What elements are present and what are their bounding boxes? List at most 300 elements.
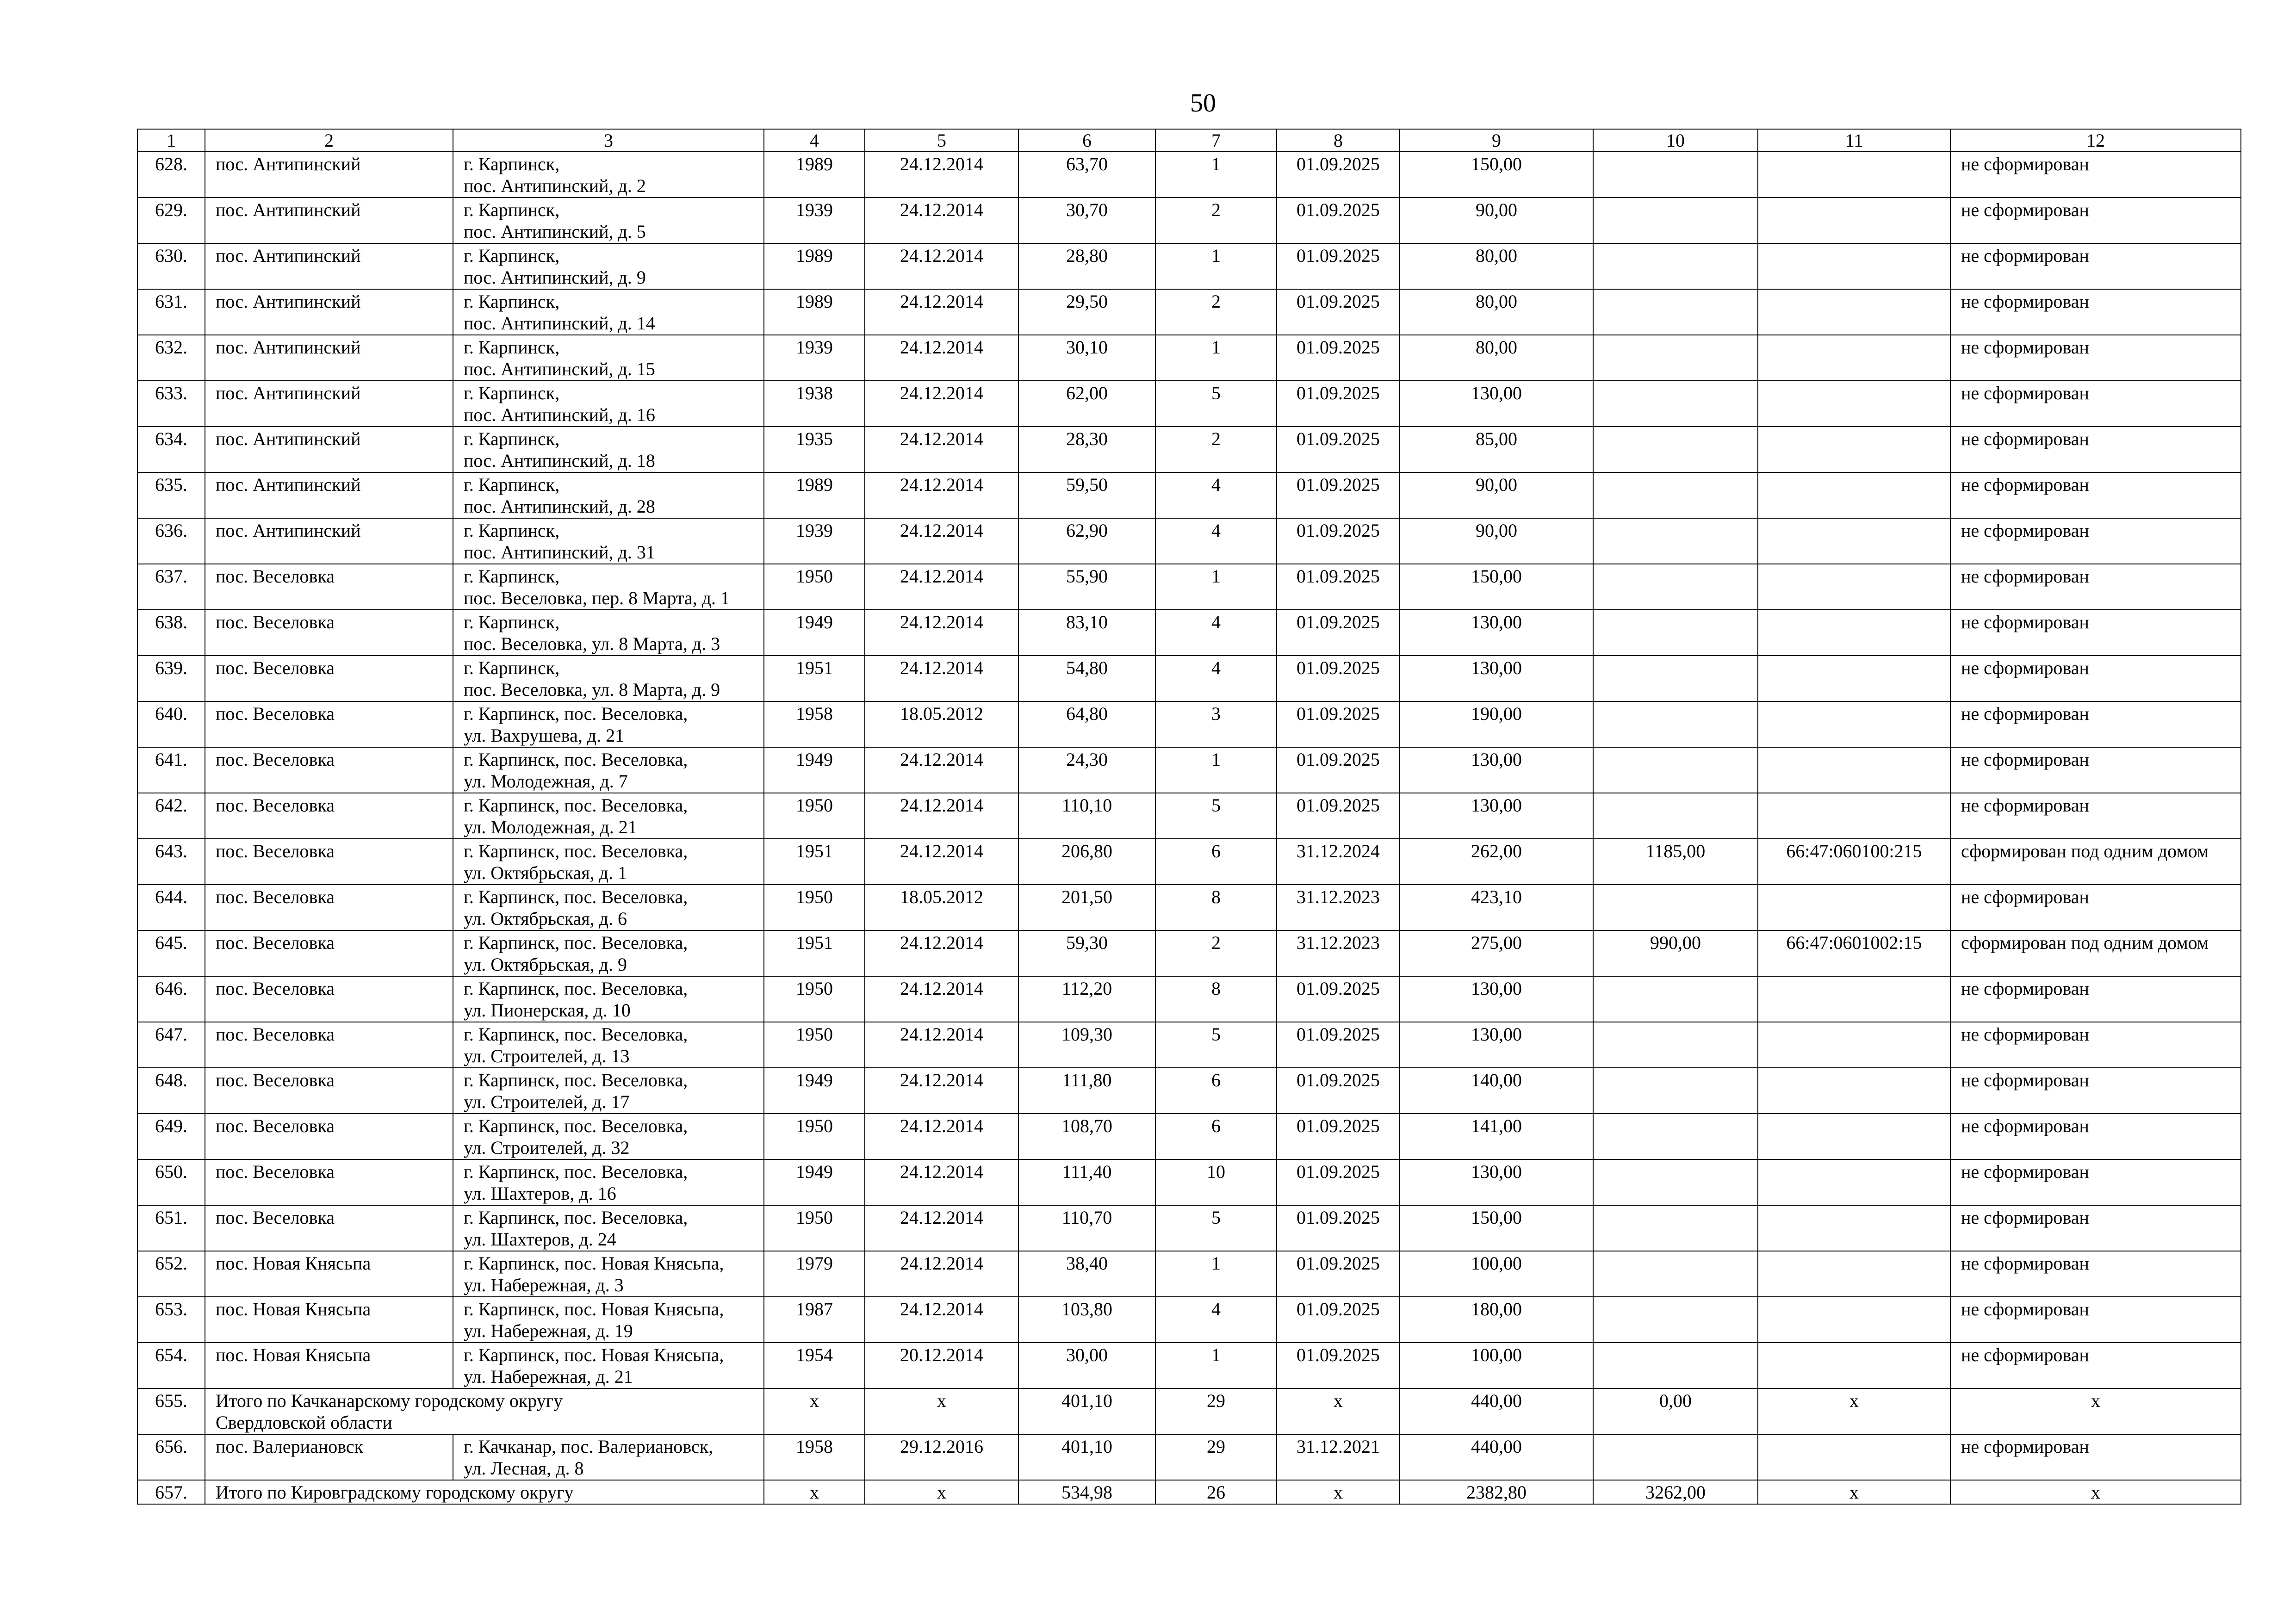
row-number-cell: 647. — [137, 1022, 205, 1068]
column-9-cell: 440,00 — [1400, 1388, 1593, 1434]
area-cell: 28,30 — [1018, 427, 1155, 472]
table-row — [137, 518, 2241, 564]
row-number-cell: 638. — [137, 610, 205, 656]
column-11-cell — [1758, 289, 1950, 335]
table-row — [137, 747, 2241, 793]
column-10-cell — [1593, 381, 1758, 427]
status-cell: сформирован под одним домом — [1950, 839, 2241, 885]
address-cell — [453, 976, 764, 1022]
date-cell: 24.12.2014 — [865, 1251, 1018, 1297]
date-cell: 24.12.2014 — [865, 335, 1018, 381]
address-cell — [453, 1434, 764, 1480]
count-cell: 2 — [1155, 930, 1277, 976]
address-line-1: г. Карпинск, пос. Веселовка, — [464, 932, 688, 953]
address-line-2: ул. Октябрьская, д. 6 — [464, 908, 627, 929]
column-11-cell — [1758, 243, 1950, 289]
address-line-2: пос. Веселовка, пер. 8 Марта, д. 1 — [464, 588, 730, 608]
column-9-cell: 80,00 — [1400, 243, 1593, 289]
settlement-cell: пос. Веселовка — [205, 701, 453, 747]
count-cell: 3 — [1155, 701, 1277, 747]
address-cell — [453, 198, 764, 243]
address-cell — [453, 564, 764, 610]
address-line-1: г. Карпинск, — [464, 474, 560, 495]
address-cell — [453, 1068, 764, 1114]
column-11-cell — [1758, 747, 1950, 793]
status-cell: не сформирован — [1950, 1434, 2241, 1480]
status-cell: х — [1950, 1480, 2241, 1504]
column-11-cell — [1758, 1114, 1950, 1159]
date-cell: 24.12.2014 — [865, 793, 1018, 839]
year-cell: 1938 — [764, 381, 865, 427]
deadline-cell: 31.12.2023 — [1277, 885, 1400, 930]
settlement-cell: пос. Антипинский — [205, 427, 453, 472]
table-row — [137, 472, 2241, 518]
address-line-1: г. Карпинск, пос. Веселовка, — [464, 841, 688, 861]
count-cell: 5 — [1155, 1022, 1277, 1068]
count-cell: 6 — [1155, 839, 1277, 885]
page-number: 50 — [1190, 89, 1216, 118]
date-cell: 24.12.2014 — [865, 1205, 1018, 1251]
address-cell — [453, 289, 764, 335]
address-line-2: ул. Набережная, д. 19 — [464, 1320, 633, 1341]
settlement-cell: пос. Антипинский — [205, 243, 453, 289]
area-cell: 62,90 — [1018, 518, 1155, 564]
address-cell — [453, 610, 764, 656]
column-10-cell: 3262,00 — [1593, 1480, 1758, 1504]
row-number-cell: 654. — [137, 1343, 205, 1388]
status-cell: не сформирован — [1950, 152, 2241, 198]
table-row — [137, 1022, 2241, 1068]
registry-table — [137, 129, 2241, 1505]
column-number-row — [137, 129, 2241, 152]
row-number-cell: 637. — [137, 564, 205, 610]
settlement-cell: пос. Веселовка — [205, 1068, 453, 1114]
column-11-cell — [1758, 335, 1950, 381]
address-line-2: ул. Строителей, д. 32 — [464, 1137, 630, 1158]
column-number-cell: 2 — [205, 129, 453, 152]
deadline-cell: 01.09.2025 — [1277, 427, 1400, 472]
column-9-cell: 262,00 — [1400, 839, 1593, 885]
address-cell — [453, 1343, 764, 1388]
deadline-cell: 01.09.2025 — [1277, 1205, 1400, 1251]
column-9-cell: 150,00 — [1400, 1205, 1593, 1251]
column-11-cell — [1758, 976, 1950, 1022]
row-number-cell: 646. — [137, 976, 205, 1022]
year-cell: 1949 — [764, 1068, 865, 1114]
total-row — [137, 1388, 2241, 1434]
column-9-cell: 130,00 — [1400, 976, 1593, 1022]
address-cell — [453, 518, 764, 564]
table-row — [137, 976, 2241, 1022]
settlement-cell: пос. Валериановск — [205, 1434, 453, 1480]
address-cell — [453, 1159, 764, 1205]
table-row — [137, 1159, 2241, 1205]
column-9-cell: 90,00 — [1400, 472, 1593, 518]
address-line-1: г. Карпинск, — [464, 291, 560, 312]
address-line-1: г. Карпинск, пос. Новая Княсьпа, — [464, 1344, 724, 1365]
settlement-cell: пос. Веселовка — [205, 1114, 453, 1159]
address-line-2: ул. Лесная, д. 8 — [464, 1458, 584, 1479]
row-number-cell: 651. — [137, 1205, 205, 1251]
column-9-cell: 130,00 — [1400, 747, 1593, 793]
row-number-cell: 639. — [137, 656, 205, 701]
address-cell — [453, 335, 764, 381]
address-line-2: пос. Веселовка, ул. 8 Марта, д. 9 — [464, 679, 720, 700]
address-cell — [453, 885, 764, 930]
row-number-cell: 644. — [137, 885, 205, 930]
column-11-cell: х — [1758, 1480, 1950, 1504]
year-cell: 1949 — [764, 1159, 865, 1205]
address-line-2: ул. Строителей, д. 17 — [464, 1091, 630, 1112]
column-10-cell — [1593, 289, 1758, 335]
date-cell: 24.12.2014 — [865, 1114, 1018, 1159]
date-cell: 29.12.2016 — [865, 1434, 1018, 1480]
status-cell: сформирован под одним домом — [1950, 930, 2241, 976]
deadline-cell: 01.09.2025 — [1277, 472, 1400, 518]
table-row — [137, 1114, 2241, 1159]
column-number-cell: 4 — [764, 129, 865, 152]
address-line-2: ул. Октябрьская, д. 1 — [464, 862, 627, 883]
year-cell: 1950 — [764, 976, 865, 1022]
year-cell: х — [764, 1388, 865, 1434]
address-line-1: г. Карпинск, — [464, 383, 560, 403]
address-line-1: г. Карпинск, — [464, 520, 560, 541]
area-cell: 59,30 — [1018, 930, 1155, 976]
column-number-cell: 7 — [1155, 129, 1277, 152]
column-10-cell: 0,00 — [1593, 1388, 1758, 1434]
year-cell: 1950 — [764, 1205, 865, 1251]
area-cell: 64,80 — [1018, 701, 1155, 747]
deadline-cell: 01.09.2025 — [1277, 152, 1400, 198]
date-cell: 24.12.2014 — [865, 656, 1018, 701]
table-row — [137, 656, 2241, 701]
count-cell: 6 — [1155, 1114, 1277, 1159]
column-11-cell — [1758, 885, 1950, 930]
date-cell: 20.12.2014 — [865, 1343, 1018, 1388]
table-row — [137, 885, 2241, 930]
address-line-2: пос. Антипинский, д. 16 — [464, 404, 655, 425]
column-11-cell — [1758, 472, 1950, 518]
address-cell — [453, 930, 764, 976]
date-cell: х — [865, 1388, 1018, 1434]
year-cell: 1951 — [764, 656, 865, 701]
date-cell: 24.12.2014 — [865, 472, 1018, 518]
address-cell — [453, 1205, 764, 1251]
row-number-cell: 630. — [137, 243, 205, 289]
status-cell: не сформирован — [1950, 1205, 2241, 1251]
deadline-cell: х — [1277, 1480, 1400, 1504]
column-number-cell: 6 — [1018, 129, 1155, 152]
date-cell: 24.12.2014 — [865, 1068, 1018, 1114]
deadline-cell: 01.09.2025 — [1277, 198, 1400, 243]
deadline-cell: 01.09.2025 — [1277, 381, 1400, 427]
row-number-cell: 629. — [137, 198, 205, 243]
area-cell: 112,20 — [1018, 976, 1155, 1022]
column-9-cell: 130,00 — [1400, 1159, 1593, 1205]
column-10-cell — [1593, 427, 1758, 472]
address-line-2: ул. Строителей, д. 13 — [464, 1046, 630, 1066]
date-cell: 24.12.2014 — [865, 747, 1018, 793]
column-9-cell: 423,10 — [1400, 885, 1593, 930]
address-line-1: г. Карпинск, — [464, 337, 560, 358]
address-line-2: пос. Антипинский, д. 9 — [464, 267, 646, 288]
column-11-cell — [1758, 1205, 1950, 1251]
address-cell — [453, 1251, 764, 1297]
status-cell: не сформирован — [1950, 1297, 2241, 1343]
address-line-1: г. Карпинск, пос. Веселовка, — [464, 749, 688, 770]
address-line-1: г. Карпинск, — [464, 612, 560, 632]
year-cell: 1951 — [764, 839, 865, 885]
date-cell: 24.12.2014 — [865, 976, 1018, 1022]
address-line-1: г. Карпинск, пос. Новая Княсьпа, — [464, 1253, 724, 1274]
area-cell: 109,30 — [1018, 1022, 1155, 1068]
address-line-1: г. Карпинск, пос. Веселовка, — [464, 703, 688, 724]
table-row — [137, 793, 2241, 839]
year-cell: 1949 — [764, 747, 865, 793]
column-9-cell: 130,00 — [1400, 381, 1593, 427]
column-9-cell: 130,00 — [1400, 610, 1593, 656]
column-10-cell — [1593, 472, 1758, 518]
status-cell: не сформирован — [1950, 427, 2241, 472]
table-row — [137, 1068, 2241, 1114]
column-9-cell: 90,00 — [1400, 518, 1593, 564]
address-cell — [453, 152, 764, 198]
status-cell: не сформирован — [1950, 564, 2241, 610]
column-number-cell: 10 — [1593, 129, 1758, 152]
area-cell: 110,70 — [1018, 1205, 1155, 1251]
settlement-cell: пос. Новая Княсьпа — [205, 1251, 453, 1297]
column-10-cell: 1185,00 — [1593, 839, 1758, 885]
deadline-cell: 01.09.2025 — [1277, 243, 1400, 289]
column-number-cell: 3 — [453, 129, 764, 152]
area-cell: 103,80 — [1018, 1297, 1155, 1343]
row-number-cell: 655. — [137, 1388, 205, 1434]
address-cell — [453, 427, 764, 472]
table-row — [137, 335, 2241, 381]
column-10-cell — [1593, 335, 1758, 381]
total-label-line-2: Свердловской области — [216, 1412, 392, 1433]
column-10-cell — [1593, 1114, 1758, 1159]
address-line-2: пос. Антипинский, д. 15 — [464, 359, 655, 379]
settlement-cell: пос. Антипинский — [205, 472, 453, 518]
address-cell — [453, 656, 764, 701]
deadline-cell: 31.12.2024 — [1277, 839, 1400, 885]
settlement-cell: пос. Веселовка — [205, 1159, 453, 1205]
address-cell — [453, 381, 764, 427]
area-cell: 111,40 — [1018, 1159, 1155, 1205]
column-9-cell: 275,00 — [1400, 930, 1593, 976]
deadline-cell: х — [1277, 1388, 1400, 1434]
area-cell: 59,50 — [1018, 472, 1155, 518]
date-cell: 24.12.2014 — [865, 198, 1018, 243]
table-row — [137, 381, 2241, 427]
column-11-cell — [1758, 198, 1950, 243]
table-row — [137, 243, 2241, 289]
deadline-cell: 01.09.2025 — [1277, 518, 1400, 564]
status-cell: не сформирован — [1950, 335, 2241, 381]
row-number-cell: 649. — [137, 1114, 205, 1159]
address-line-1: г. Карпинск, — [464, 154, 560, 174]
year-cell: 1939 — [764, 198, 865, 243]
count-cell: 10 — [1155, 1159, 1277, 1205]
date-cell: 24.12.2014 — [865, 564, 1018, 610]
total-label-line-1: Итого по Качканарскому городскому округу — [216, 1390, 563, 1411]
address-line-2: ул. Молодежная, д. 7 — [464, 771, 628, 792]
column-11-cell — [1758, 381, 1950, 427]
column-10-cell — [1593, 656, 1758, 701]
column-11-cell: х — [1758, 1388, 1950, 1434]
column-11-cell — [1758, 1343, 1950, 1388]
year-cell: 1939 — [764, 335, 865, 381]
deadline-cell: 01.09.2025 — [1277, 564, 1400, 610]
status-cell: не сформирован — [1950, 610, 2241, 656]
column-11-cell: 66:47:060100:215 — [1758, 839, 1950, 885]
deadline-cell: 31.12.2021 — [1277, 1434, 1400, 1480]
date-cell: 24.12.2014 — [865, 243, 1018, 289]
column-9-cell: 141,00 — [1400, 1114, 1593, 1159]
column-11-cell — [1758, 1251, 1950, 1297]
area-cell: 24,30 — [1018, 747, 1155, 793]
settlement-cell: пос. Веселовка — [205, 564, 453, 610]
row-number-cell: 657. — [137, 1480, 205, 1504]
area-cell: 38,40 — [1018, 1251, 1155, 1297]
column-9-cell: 440,00 — [1400, 1434, 1593, 1480]
settlement-cell: пос. Веселовка — [205, 747, 453, 793]
column-10-cell — [1593, 1251, 1758, 1297]
settlement-cell: пос. Новая Княсьпа — [205, 1297, 453, 1343]
status-cell: не сформирован — [1950, 472, 2241, 518]
count-cell: 29 — [1155, 1388, 1277, 1434]
count-cell: 4 — [1155, 656, 1277, 701]
count-cell: 4 — [1155, 472, 1277, 518]
count-cell: 1 — [1155, 243, 1277, 289]
date-cell: 24.12.2014 — [865, 152, 1018, 198]
settlement-cell: пос. Веселовка — [205, 1205, 453, 1251]
column-10-cell — [1593, 1022, 1758, 1068]
year-cell: 1989 — [764, 243, 865, 289]
column-10-cell — [1593, 1343, 1758, 1388]
area-cell: 201,50 — [1018, 885, 1155, 930]
date-cell: 24.12.2014 — [865, 1297, 1018, 1343]
column-10-cell — [1593, 518, 1758, 564]
date-cell: 24.12.2014 — [865, 930, 1018, 976]
column-10-cell — [1593, 885, 1758, 930]
address-line-2: ул. Набережная, д. 21 — [464, 1366, 633, 1387]
status-cell: не сформирован — [1950, 381, 2241, 427]
year-cell: 1987 — [764, 1297, 865, 1343]
column-10-cell — [1593, 1159, 1758, 1205]
date-cell: 24.12.2014 — [865, 610, 1018, 656]
column-10-cell — [1593, 243, 1758, 289]
address-line-2: пос. Антипинский, д. 2 — [464, 175, 646, 196]
row-number-cell: 643. — [137, 839, 205, 885]
settlement-cell: пос. Антипинский — [205, 335, 453, 381]
status-cell: не сформирован — [1950, 656, 2241, 701]
row-number-cell: 653. — [137, 1297, 205, 1343]
date-cell: 24.12.2014 — [865, 839, 1018, 885]
deadline-cell: 01.09.2025 — [1277, 335, 1400, 381]
settlement-cell: пос. Антипинский — [205, 381, 453, 427]
deadline-cell: 01.09.2025 — [1277, 1251, 1400, 1297]
address-line-1: г. Карпинск, пос. Веселовка, — [464, 978, 688, 999]
status-cell: не сформирован — [1950, 747, 2241, 793]
date-cell: 24.12.2014 — [865, 518, 1018, 564]
deadline-cell: 01.09.2025 — [1277, 1068, 1400, 1114]
area-cell: 30,10 — [1018, 335, 1155, 381]
area-cell: 30,00 — [1018, 1343, 1155, 1388]
address-line-2: пос. Антипинский, д. 28 — [464, 496, 655, 517]
settlement-cell: пос. Веселовка — [205, 656, 453, 701]
address-line-2: ул. Пионерская, д. 10 — [464, 1000, 631, 1021]
address-line-2: ул. Шахтеров, д. 16 — [464, 1183, 616, 1204]
column-number-cell: 12 — [1950, 129, 2241, 152]
row-number-cell: 633. — [137, 381, 205, 427]
date-cell: 24.12.2014 — [865, 1022, 1018, 1068]
address-line-1: г. Карпинск, пос. Веселовка, — [464, 1115, 688, 1136]
area-cell: 29,50 — [1018, 289, 1155, 335]
row-number-cell: 656. — [137, 1434, 205, 1480]
column-11-cell — [1758, 701, 1950, 747]
column-9-cell: 140,00 — [1400, 1068, 1593, 1114]
year-cell: 1989 — [764, 152, 865, 198]
column-10-cell — [1593, 152, 1758, 198]
row-number-cell: 650. — [137, 1159, 205, 1205]
settlement-cell: пос. Антипинский — [205, 152, 453, 198]
table-row — [137, 1343, 2241, 1388]
date-cell: 24.12.2014 — [865, 427, 1018, 472]
status-cell: х — [1950, 1388, 2241, 1434]
count-cell: 1 — [1155, 335, 1277, 381]
column-number-cell: 1 — [137, 129, 205, 152]
column-11-cell — [1758, 564, 1950, 610]
row-number-cell: 642. — [137, 793, 205, 839]
year-cell: 1954 — [764, 1343, 865, 1388]
count-cell: 8 — [1155, 885, 1277, 930]
area-cell: 401,10 — [1018, 1388, 1155, 1434]
status-cell: не сформирован — [1950, 976, 2241, 1022]
column-11-cell — [1758, 518, 1950, 564]
row-number-cell: 640. — [137, 701, 205, 747]
address-cell — [453, 701, 764, 747]
column-9-cell: 180,00 — [1400, 1297, 1593, 1343]
deadline-cell: 01.09.2025 — [1277, 1343, 1400, 1388]
column-9-cell: 2382,80 — [1400, 1480, 1593, 1504]
column-9-cell: 150,00 — [1400, 564, 1593, 610]
address-cell — [453, 243, 764, 289]
area-cell: 62,00 — [1018, 381, 1155, 427]
deadline-cell: 01.09.2025 — [1277, 1159, 1400, 1205]
count-cell: 2 — [1155, 198, 1277, 243]
year-cell: 1950 — [764, 1022, 865, 1068]
column-10-cell — [1593, 564, 1758, 610]
column-10-cell — [1593, 701, 1758, 747]
column-10-cell — [1593, 1434, 1758, 1480]
table-row — [137, 289, 2241, 335]
total-label-cell: Итого по Кировградскому городскому округу — [205, 1480, 764, 1504]
area-cell: 63,70 — [1018, 152, 1155, 198]
year-cell: 1935 — [764, 427, 865, 472]
column-number-cell: 5 — [865, 129, 1018, 152]
status-cell: не сформирован — [1950, 1159, 2241, 1205]
date-cell: х — [865, 1480, 1018, 1504]
address-line-2: ул. Вахрушева, д. 21 — [464, 725, 625, 746]
deadline-cell: 01.09.2025 — [1277, 1022, 1400, 1068]
address-line-1: г. Карпинск, пос. Веселовка, — [464, 886, 688, 907]
count-cell: 6 — [1155, 1068, 1277, 1114]
year-cell: 1950 — [764, 1114, 865, 1159]
table-row — [137, 152, 2241, 198]
deadline-cell: 01.09.2025 — [1277, 793, 1400, 839]
